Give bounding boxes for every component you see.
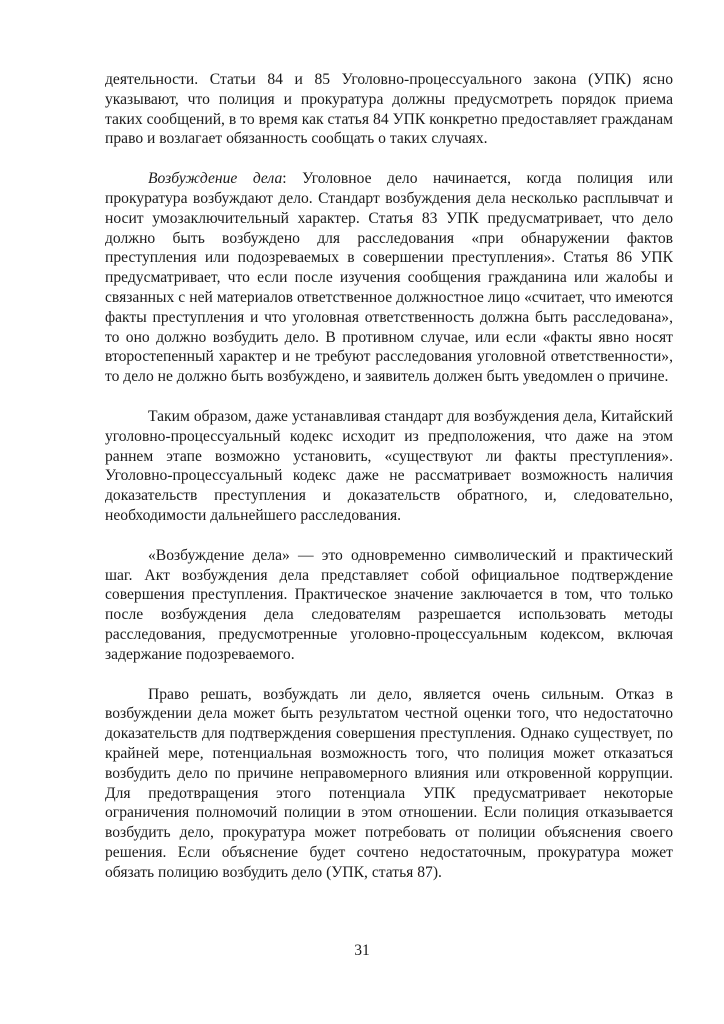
paragraph-3: Таким образом, даже устанавливая стандарт для возбуждения дела, Китайский уголовно-процессуальный кодекс исходит из предположения, что даже на этом раннем этапе возможно установить, «существуют ли факты преступления». Уголовно-процессуальный кодекс даже не рассматривает возможность наличия доказательств преступления и доказательств обратного, и, следовательно, необходимости дальнейшего расследования.: [105, 407, 673, 524]
paragraph-2-lead: Возбуждение дела: [148, 170, 283, 188]
paragraph-5: Право решать, возбуждать ли дело, является очень сильным. Отказ в возбуждении дела может быть результатом честной оценки того, что недостаточно доказательств для подтверждения совершения преступления. Однако существует, по крайней мере, потенциальная возможность того, что полиция может отказаться возбудить дело по причине неправомерного влияния или откровенной коррупции. Для предотвращения этого потенциала УПК предусматривает некоторые ограничения полномочий полиции в этом отношении. Если полиция отказывается возбудить дело, прокуратура может потребовать от полиции объяснения своего решения. Если объяснение будет сочтено недостаточным, прокуратура может обязать полицию возбудить дело (УПК, статья 87).: [105, 685, 673, 881]
page-body: [105, 70, 673, 902]
paragraph-4: «Возбуждение дела» — это одновременно символический и практический шаг. Акт возбуждения дела представляет собой официальное подтверждение совершения преступления. Практическое значение заключается в том, что только после возбуждения дела следователям разрешается использовать методы расследования, предусмотренные уголовно-процессуальным кодексом, включая задержание подозреваемого.: [105, 546, 673, 663]
paragraph-1: деятельности. Статьи 84 и 85 Уголовно-процессуального закона (УПК) ясно указывают, что полиция и прокуратура должны предусмотреть порядок приема таких сообщений, в то время как статья 84 УПК конкретно предоставляет гражданам право и возлагает обязанность сообщать о таких случаях.: [105, 71, 673, 148]
paragraph-2: [105, 169, 673, 387]
paragraph-2-text: : Уголовное дело начинается, когда полиция или прокуратура возбуждают дело. Стандарт возбуждения дела несколько расплывчат и носит умозаключительный характер. Статья 83 УПК предусматривает, что дело должно быть возбуждено для расследования «при обнаружении фактов преступления или подозреваемых в совершении преступления». Статья 86 УПК предусматривает, что если после изучения сообщения гражданина или жалобы и связанных с ней материалов ответственное должностное лицо «считает, что имеются факты преступления и что уголовная ответственность должна быть расследована», то оно должно возбудить дело. В противном случае, или если «факты явно носят второстепенный характер и не требуют расследования уголовной ответственности», то дело не должно быть возбуждено, и заявитель должен быть уведомлен о причине.: [105, 170, 673, 386]
page-number: 31: [354, 942, 370, 959]
